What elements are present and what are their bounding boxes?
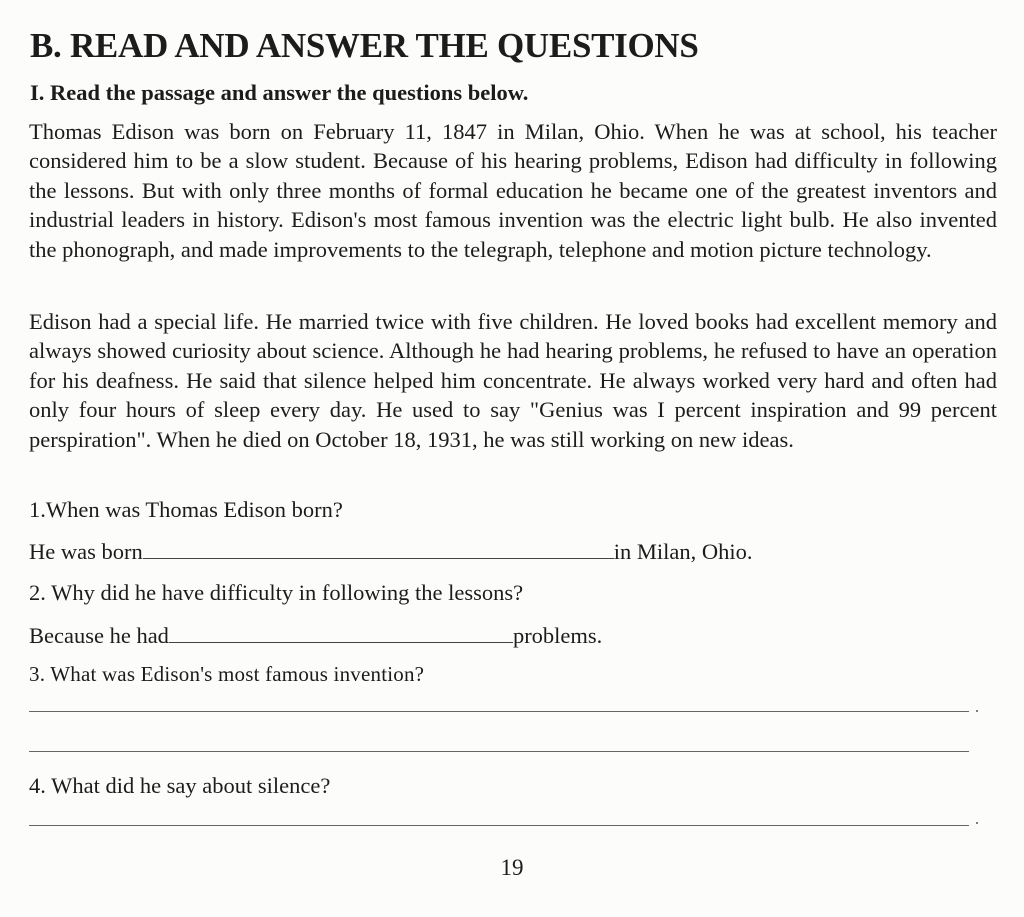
answer-1-suffix: in Milan, Ohio.: [613, 539, 753, 564]
question-1: 1.When was Thomas Edison born?: [29, 497, 343, 522]
answer-2-prefix: Because he had: [29, 623, 169, 648]
answer-4-blank-line[interactable]: [29, 825, 969, 826]
page-number: 19: [500, 855, 524, 880]
answer-2-blank[interactable]: [169, 624, 513, 643]
question-4: 4. What did he say about silence?: [29, 773, 331, 798]
passage-paragraph-1: Thomas Edison was born on February 11, 1847 in Milan, Ohio. When he was at school, his teacher considered him to be a slow student. Because of his hearing problems, Edison had difficulty in following the lessons. But with only three months of formal education he became one of the greatest inventors and industrial leaders in history. Edison's most famous invention was the electric light bulb. He also invented the phonograph, and made improvements to the telegraph, telephone and motion picture technology.: [29, 119, 997, 262]
answer-3-blank-line-1[interactable]: [29, 711, 969, 712]
answer-3-blank-line-2[interactable]: [29, 751, 969, 752]
answer-1-line: [29, 539, 752, 565]
question-2: 2. Why did he have difficulty in following the lessons?: [29, 580, 524, 605]
answer-1-blank[interactable]: [143, 540, 614, 559]
answer-4-end-dot: [976, 822, 978, 824]
question-3: 3. What was Edison's most famous invention?: [29, 662, 425, 686]
section-heading: B. READ AND ANSWER THE QUESTIONS: [30, 26, 699, 65]
passage-paragraph-2: Edison had a special life. He married twice with five children. He loved books had excellent memory and always showed curiosity about science. Although he had hearing problems, he refused to have an operation for his deafness. He said that silence helped him concentrate. He always worked very hard and often had only four hours of sleep every day. He used to say "Genius was I percent inspiration and 99 percent perspiration". When he died on October 18, 1931, he was still working on new ideas.: [29, 309, 997, 452]
answer-1-prefix: He was born: [29, 539, 143, 564]
answer-2-line: [29, 623, 602, 649]
instruction-heading: I. Read the passage and answer the questions below.: [30, 80, 529, 105]
answer-3-end-dot: [976, 710, 978, 712]
answer-2-suffix: problems.: [512, 623, 603, 648]
